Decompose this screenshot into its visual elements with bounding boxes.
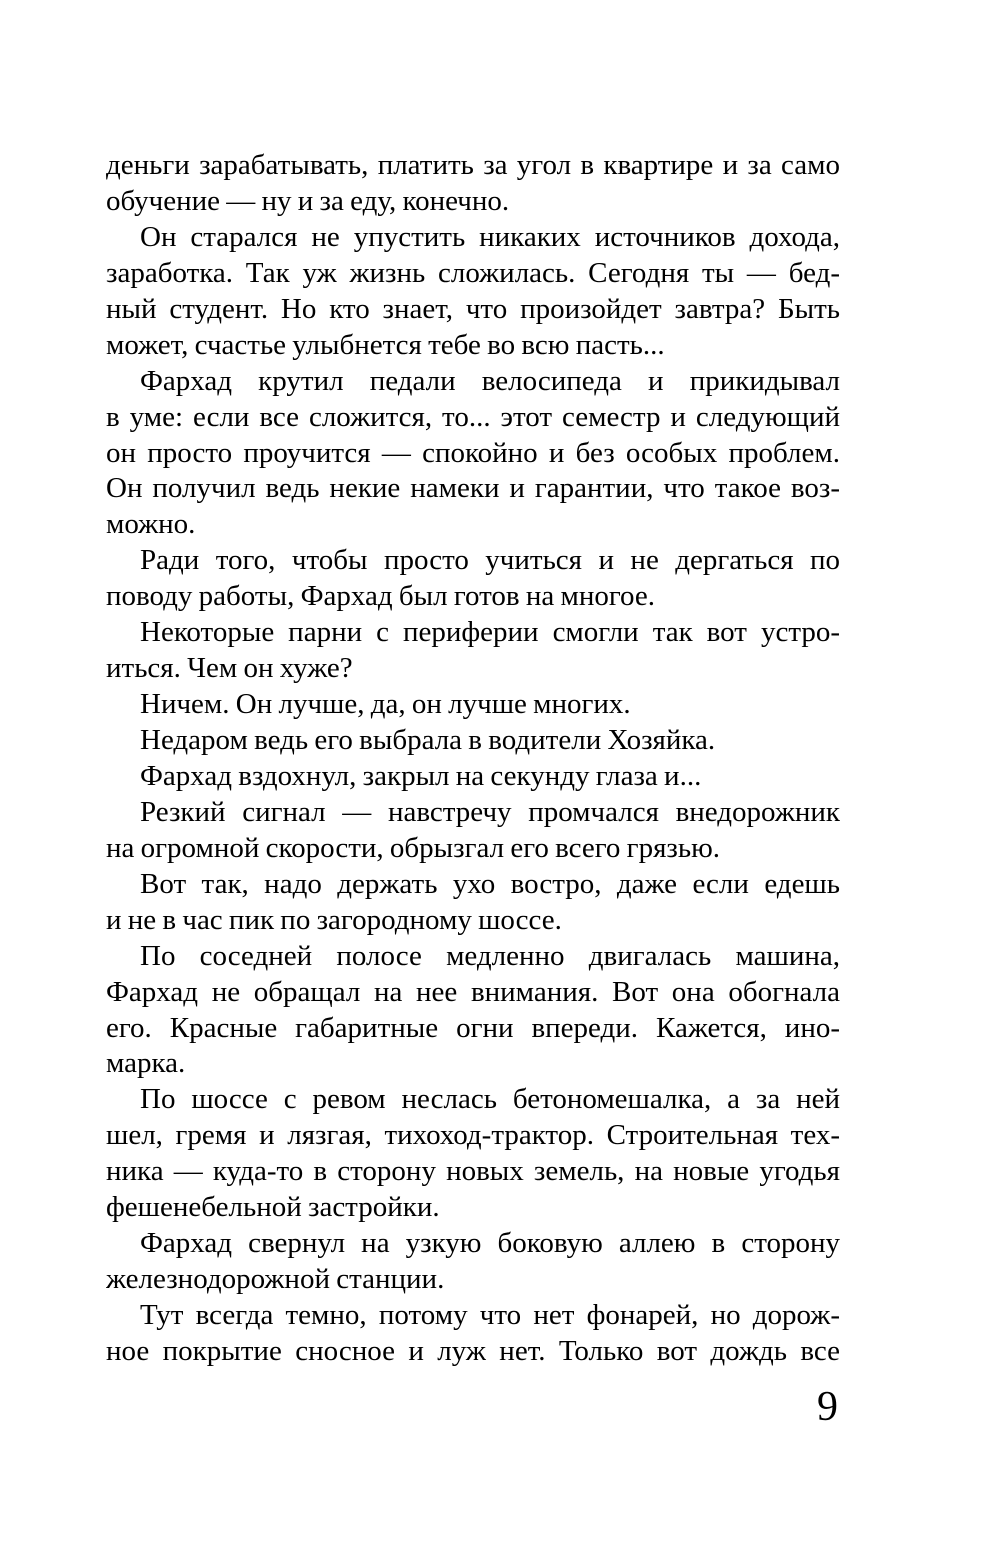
text-line: Фархад свернул на узкую боковую аллею в сторону <box>140 1227 840 1260</box>
text-line: Вот так, надо держать ухо востро, даже если едешь <box>140 867 840 900</box>
text-line: ный студент. Но кто знает, что произойдет завтра? Быть <box>106 292 840 325</box>
text-line: По шоссе с ревом неслась бетономешалка, а за ней <box>140 1083 840 1116</box>
text-line: и не в час пик по загородному шоссе. <box>106 903 562 936</box>
text-line: Фархад не обращал на нее внимания. Вот она обогнала <box>106 975 840 1008</box>
text-line: Ничем. Он лучше, да, он лучше многих. <box>140 688 631 721</box>
text-line: ное покрытие сносное и луж нет. Только вот дождь все <box>106 1334 840 1367</box>
text-line: поводу работы, Фархад был готов на многое. <box>106 580 656 613</box>
text-line: Он получил ведь некие намеки и гарантии, что такое воз- <box>106 472 840 505</box>
text-line: ника — куда-то в сторону новых земель, на новые угодья <box>106 1155 840 1188</box>
text-line: Недаром ведь его выбрала в водители Хозяйка. <box>140 724 716 756</box>
text-line: может, счастье улыбнется тебе во всю пасть... <box>106 328 665 361</box>
text-line: шел, гремя и лязгая, тихоход-трактор. Строительная тех- <box>106 1119 840 1152</box>
text-line: деньги зарабатывать, платить за угол в квартире и за само <box>106 149 840 181</box>
page-number: 9 <box>817 1384 838 1430</box>
text-line: Резкий сигнал — навстречу промчался внедорожник <box>140 795 840 828</box>
text-line: он просто проучится — спокойно и без особых проблем. <box>106 436 840 469</box>
text-line: фешенебельной застройки. <box>106 1191 440 1224</box>
text-line: Некоторые парни с периферии смогли так вот устро- <box>140 616 840 649</box>
text-line: марка. <box>106 1047 186 1080</box>
text-line: заработка. Так уж жизнь сложилась. Сегодня ты — бед- <box>106 256 840 289</box>
text-line: на огромной скорости, обрызгал его всего грязью. <box>106 831 721 864</box>
page-text <box>106 148 840 1370</box>
text-line: можно. <box>106 508 196 541</box>
text-line: Фархад крутил педали велосипеда и прикидывал <box>140 364 840 397</box>
text-line: Фархад вздохнул, закрыл на секунду глаза и... <box>140 759 702 792</box>
text-line: По соседней полосе медленно двигалась машина, <box>140 939 840 972</box>
text-line: иться. Чем он хуже? <box>106 652 353 685</box>
text-line: Он старался не упустить никаких источников дохода, <box>140 220 840 253</box>
text-line: железнодорожной станции. <box>106 1263 445 1296</box>
text-line: Ради того, чтобы просто учиться и не дергаться по <box>140 544 840 577</box>
text-line: обучение — ну и за еду, конечно. <box>106 184 510 217</box>
text-line: его. Красные габаритные огни впереди. Кажется, ино- <box>106 1011 840 1044</box>
text-line: в уме: если все сложится, то... этот семестр и следующий <box>106 400 840 433</box>
text-line: Тут всегда темно, потому что нет фонарей, но дорож- <box>140 1299 840 1331</box>
